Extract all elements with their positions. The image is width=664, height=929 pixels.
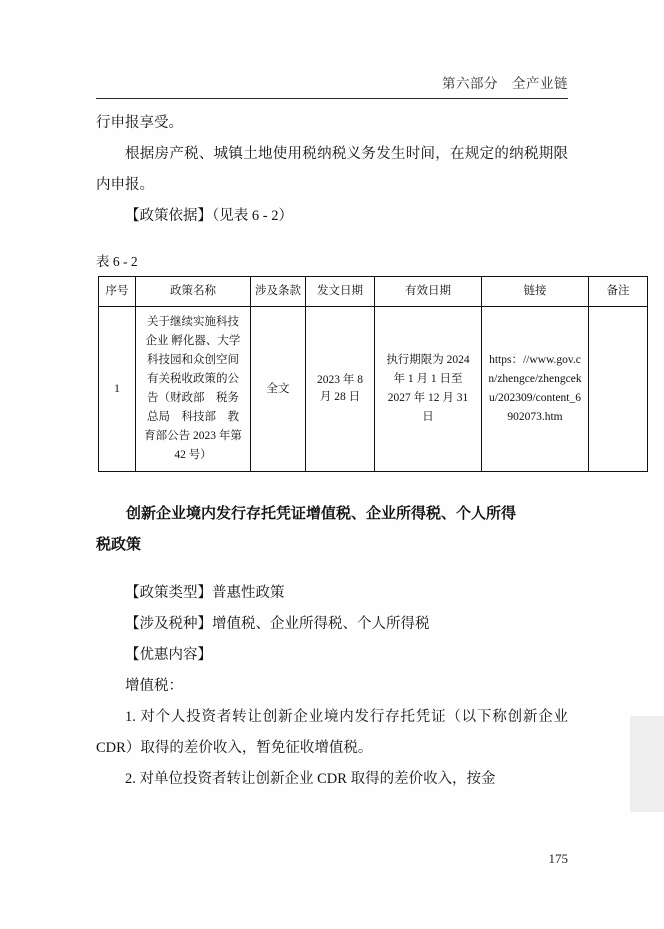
header-divider: [96, 98, 568, 99]
header-title: 全产业链: [512, 76, 568, 91]
page-content: [96, 108, 630, 795]
page-number: 175: [548, 851, 568, 866]
column-header-valid-date: 有效日期: [375, 277, 482, 307]
vat-subheading: 增值税：: [125, 678, 183, 694]
column-header-no: 序号: [99, 277, 136, 307]
column-header-policy-name: 政策名称: [136, 277, 251, 307]
cell-valid-date: 执行期限为 2024 年 1 月 1 日至 2027 年 12 月 31 日: [375, 307, 482, 472]
vat-item-1: 1. 对个人投资者转让创新企业境内发行存托凭证（以下称创新企业 CDR）取得的差价收入，暂免征收增值税。: [96, 709, 568, 756]
cell-note: [589, 307, 648, 472]
cell-link[interactable]: https：//www.gov.cn/zhengce/zhengceku/202309/content_6902073.htm: [482, 307, 589, 472]
running-header: [442, 72, 568, 92]
column-header-clause: 涉及条款: [251, 277, 306, 307]
paragraph-1: 行申报享受。: [96, 115, 183, 131]
paragraph-2: 根据房产税、城镇土地使用税纳税义务发生时间，在规定的纳税期限内申报。: [96, 146, 568, 193]
column-header-issue-date: 发文日期: [306, 277, 375, 307]
table-header-row: [99, 277, 648, 307]
tax-categories-line: 【涉及税种】增值税、企业所得税、个人所得税: [125, 616, 430, 632]
edge-thumb-tab: [630, 716, 664, 812]
policy-basis-table: [98, 276, 648, 472]
policy-type-line: 【政策类型】普惠性政策: [125, 585, 285, 601]
section-heading: [96, 498, 568, 560]
table-row: [99, 307, 648, 472]
column-header-link: 链接: [482, 277, 589, 307]
cell-no: 1: [99, 307, 136, 472]
cell-issue-date: 2023 年 8 月 28 日: [306, 307, 375, 472]
benefit-content-line: 【优惠内容】: [125, 647, 212, 663]
table-caption: 表 6 - 2: [96, 254, 138, 269]
header-part: 第六部分: [442, 76, 498, 91]
section-heading-line1: 创新企业境内发行存托凭证增值税、企业所得税、个人所得: [126, 505, 517, 522]
section-heading-line2: 税政策: [96, 536, 142, 553]
cell-clause: 全文: [251, 307, 306, 472]
section-body: [96, 578, 568, 795]
column-header-note: 备注: [589, 277, 648, 307]
vat-item-2: 2. 对单位投资者转让创新企业 CDR 取得的差价收入，按金: [125, 771, 496, 787]
cell-policy-name: 关于继续实施科技企业 孵化器、大学科技园和众创空间有关税收政策的公告（财政部 税务总局 科技部 教育部公告 2023 年第 42 号）: [136, 307, 251, 472]
paragraph-3: 【政策依据】（见表 6 - 2）: [125, 208, 293, 224]
